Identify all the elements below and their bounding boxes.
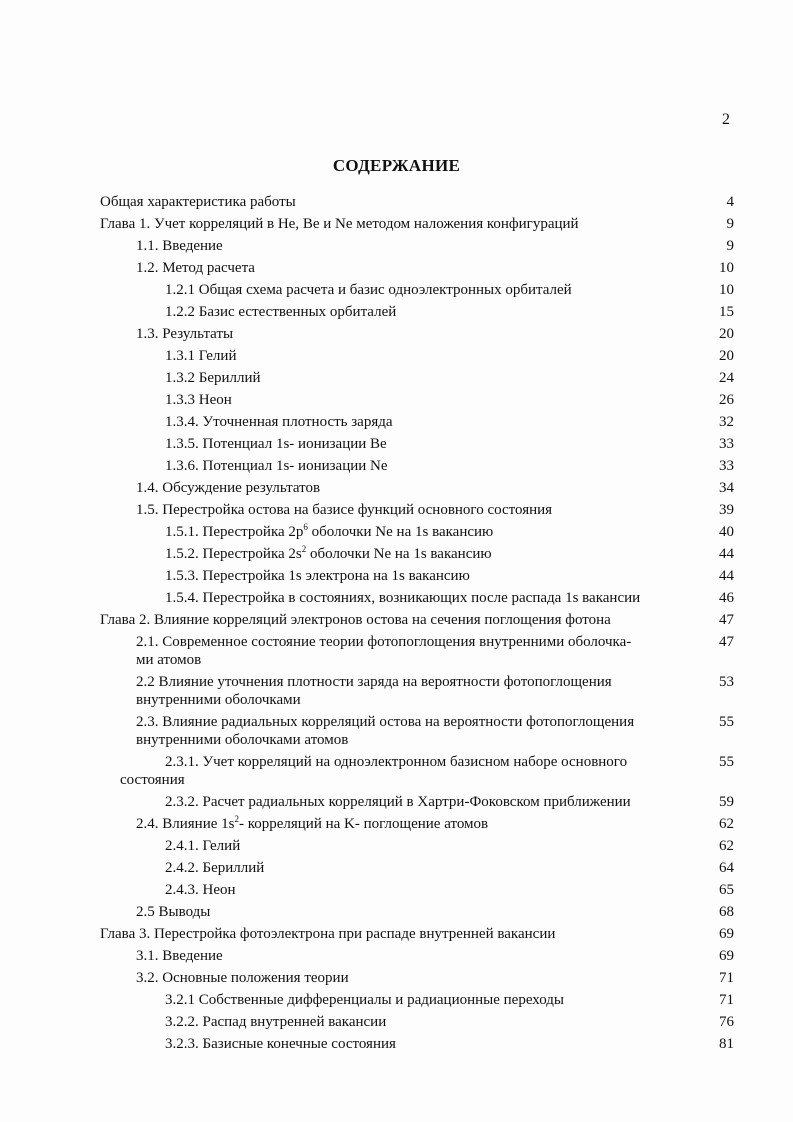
toc-entry (100, 837, 740, 855)
toc-entry (100, 523, 740, 541)
toc-entry (100, 457, 740, 475)
toc-entry (100, 1035, 740, 1053)
toc-page-number: 20 (719, 348, 734, 364)
toc-entry-title (100, 991, 683, 1009)
toc-entry (100, 753, 740, 789)
toc-page-number: 24 (719, 370, 734, 386)
toc-entry (100, 501, 740, 519)
toc-page-number: 33 (719, 436, 734, 452)
toc-entry-title (100, 215, 685, 233)
toc-entry-title (100, 325, 683, 343)
toc-entry-text-continued: - корреляций на K- поглощение атомов (238, 816, 489, 832)
toc-entry (100, 925, 740, 943)
toc-entry-title (100, 859, 683, 877)
toc-page-number: 9 (726, 238, 734, 254)
toc-entry-title (100, 1013, 683, 1031)
toc-entry-title (100, 391, 683, 409)
toc-entry-title (100, 259, 683, 277)
toc-page-number: 47 (719, 634, 734, 650)
toc-entry (100, 281, 740, 299)
toc-entry-title (100, 567, 683, 585)
toc-entry-title (100, 925, 685, 943)
toc-entry-title (100, 673, 683, 691)
toc-entry-text: Глава 2. Влияние корреляций электронов остова на сечения поглощения фотона (100, 612, 611, 628)
toc-entry (100, 435, 740, 453)
toc-entry-text: 1.5.4. Перестройка в состояниях, возникающих после распада 1s вакансии (165, 590, 641, 606)
toc-entry-title (100, 633, 683, 651)
toc-entry-text: 3.2.2. Распад внутренней вакансии (165, 1014, 387, 1030)
toc-entry-text: 3.2. Основные положения теории (136, 970, 349, 986)
toc-entry-title (100, 837, 683, 855)
toc-page-number: 39 (719, 502, 734, 518)
toc-entry-text: 1.2. Метод расчета (136, 260, 255, 276)
toc-entry-text: 1.3. Результаты (136, 326, 234, 342)
toc-page-number: 9 (726, 216, 734, 232)
toc-page-number: 47 (719, 612, 734, 628)
toc-entry-text: 2.3. Влияние радиальных корреляций остова на вероятности фотопоглощения (136, 714, 635, 730)
toc-entry (100, 325, 740, 343)
toc-entry-title (100, 413, 683, 431)
toc-page-number: 33 (719, 458, 734, 474)
toc-entry (100, 793, 740, 811)
toc-entry-text: 3.2.1 Собственные дифференциалы и радиационные переходы (165, 992, 565, 1008)
toc-entry-title (100, 347, 683, 365)
toc-entry (100, 589, 740, 607)
toc-page-number: 4 (726, 194, 734, 210)
toc-page-number: 65 (719, 882, 734, 898)
toc-entry (100, 881, 740, 899)
toc-entry (100, 303, 740, 321)
toc-entry (100, 193, 740, 211)
toc-page-number: 62 (719, 816, 734, 832)
toc-page-number: 46 (719, 590, 734, 606)
toc-entry-text: 1.3.2 Бериллий (165, 370, 261, 386)
toc-entry-text: Глава 3. Перестройка фотоэлектрона при распаде внутренней вакансии (100, 926, 556, 942)
toc-entry-title (100, 501, 683, 519)
toc-entry-text: 2.4. Влияние 1s (136, 816, 235, 832)
toc-entry-text: 1.2.1 Общая схема расчета и базис одноэлектронных орбиталей (165, 282, 572, 298)
toc-entry-title (100, 545, 683, 563)
toc-entry (100, 969, 740, 987)
toc-entry (100, 673, 740, 709)
toc-entry-title (100, 793, 683, 811)
toc-entry-wrapped-line: внутренними оболочками (136, 692, 301, 708)
toc-entry-wrapped-line: ми атомов (136, 652, 202, 668)
toc-entry (100, 633, 740, 669)
toc-entry-text: 2.3.1. Учет корреляций на одноэлектронном базисном наборе основного (165, 754, 628, 770)
toc-entry (100, 947, 740, 965)
toc-entry (100, 391, 740, 409)
toc-entry-title (100, 1035, 683, 1053)
toc-entry (100, 859, 740, 877)
toc-page-number: 76 (719, 1014, 734, 1030)
toc-entry-text: 3.2.3. Базисные конечные состояния (165, 1036, 396, 1052)
toc-entry-wrapped-line: состояния (120, 772, 185, 788)
toc-entry-text: 2.1. Современное состояние теории фотопоглощения внутренними оболочка- (136, 634, 632, 650)
toc-entry-title (100, 237, 683, 255)
toc-page-number: 44 (719, 568, 734, 584)
toc-page-number: 62 (719, 838, 734, 854)
toc-page-number: 10 (719, 282, 734, 298)
toc-page-number: 15 (719, 304, 734, 320)
toc-page-number: 55 (719, 714, 734, 730)
toc-entry (100, 545, 740, 563)
toc-page-number: 40 (719, 524, 734, 540)
toc-entry-text: 1.4. Обсуждение результатов (136, 480, 321, 496)
toc-entry-text: 2.2 Влияние уточнения плотности заряда на вероятности фотопоглощения (136, 674, 612, 690)
toc-entry-text: 1.1. Введение (136, 238, 223, 254)
toc-entry (100, 611, 740, 629)
toc-entry (100, 713, 740, 749)
toc-page-number: 71 (719, 970, 734, 986)
toc-page-number: 71 (719, 992, 734, 1008)
toc-entry-title (100, 903, 683, 921)
toc-entry-text: 1.3.5. Потенциал 1s- ионизации Be (165, 436, 387, 452)
toc-page-number: 34 (719, 480, 734, 496)
toc-entry (100, 815, 740, 833)
toc-entry-text: 1.5.3. Перестройка 1s электрона на 1s вакансию (165, 568, 470, 584)
toc-entry-title (100, 435, 683, 453)
superscript: 2 (234, 814, 239, 824)
superscript: 6 (303, 522, 308, 532)
toc-entry (100, 215, 740, 233)
toc-entry-text-continued: оболочки Ne на 1s вакансию (306, 546, 492, 562)
toc-entry-title (100, 753, 683, 771)
toc-entry-text: 1.3.4. Уточненная плотность заряда (165, 414, 393, 430)
toc-entry-wrapped-line: внутренними оболочками атомов (136, 732, 349, 748)
toc-page-number: 53 (719, 674, 734, 690)
toc-entry (100, 567, 740, 585)
toc-entry (100, 347, 740, 365)
toc-entry-text: Глава 1. Учет корреляций в He, Be и Ne методом наложения конфигураций (100, 216, 579, 232)
toc-entry-title (100, 369, 683, 387)
toc-page-number: 26 (719, 392, 734, 408)
toc-entry (100, 991, 740, 1009)
toc-entry-title (100, 881, 683, 899)
toc-entry-text: 1.5.2. Перестройка 2s (165, 546, 302, 562)
toc-entry-title (100, 969, 683, 987)
toc-entry (100, 259, 740, 277)
toc-entry (100, 237, 740, 255)
toc-entry (100, 369, 740, 387)
toc-page-number: 10 (719, 260, 734, 276)
toc-page-number: 68 (719, 904, 734, 920)
toc-entry-text: 1.3.3 Неон (165, 392, 232, 408)
toc-entry-text: 1.2.2 Базис естественных орбиталей (165, 304, 397, 320)
toc-page-number: 20 (719, 326, 734, 342)
toc-entry-title (100, 193, 685, 211)
toc-entry-title (100, 303, 683, 321)
toc-entry-text: 1.3.6. Потенциал 1s- ионизации Ne (165, 458, 388, 474)
table-of-contents (100, 193, 740, 1057)
toc-entry-text: Общая характеристика работы (100, 194, 296, 210)
toc-page-number: 81 (719, 1036, 734, 1052)
toc-entry-text: 2.4.1. Гелий (165, 838, 241, 854)
toc-entry (100, 479, 740, 497)
toc-entry (100, 413, 740, 431)
toc-page-number: 32 (719, 414, 734, 430)
toc-page-number: 69 (719, 926, 734, 942)
toc-entry-text: 2.4.2. Бериллий (165, 860, 265, 876)
toc-entry-title (100, 611, 685, 629)
toc-entry-text: 2.3.2. Расчет радиальных корреляций в Хартри-Фоковском приближении (165, 794, 631, 810)
toc-entry (100, 1013, 740, 1031)
page-number: 2 (722, 111, 730, 128)
toc-entry-text: 2.5 Выводы (136, 904, 211, 920)
toc-entry-title (100, 815, 683, 833)
toc-entry-title (100, 713, 683, 731)
toc-entry-title (100, 947, 683, 965)
toc-page-number: 69 (719, 948, 734, 964)
toc-entry-text-continued: оболочки Ne на 1s вакансию (307, 524, 494, 540)
toc-entry-title (100, 523, 683, 541)
toc-entry-text: 3.1. Введение (136, 948, 223, 964)
page-title: СОДЕРЖАНИЕ (332, 156, 461, 175)
toc-page-number: 59 (719, 794, 734, 810)
toc-entry-text: 2.4.3. Неон (165, 882, 236, 898)
toc-entry-title (100, 457, 683, 475)
toc-page-number: 55 (719, 754, 734, 770)
toc-entry-text: 1.5. Перестройка остова на базисе функций основного состояния (136, 502, 553, 518)
toc-entry-title (100, 479, 683, 497)
toc-entry (100, 903, 740, 921)
toc-entry-text: 1.3.1 Гелий (165, 348, 237, 364)
toc-entry-text: 1.5.1. Перестройка 2p (165, 524, 304, 540)
superscript: 2 (301, 544, 307, 554)
toc-entry-title (100, 281, 683, 299)
toc-page-number: 64 (719, 860, 734, 876)
toc-page-number: 44 (719, 546, 734, 562)
toc-entry-title (100, 589, 683, 607)
